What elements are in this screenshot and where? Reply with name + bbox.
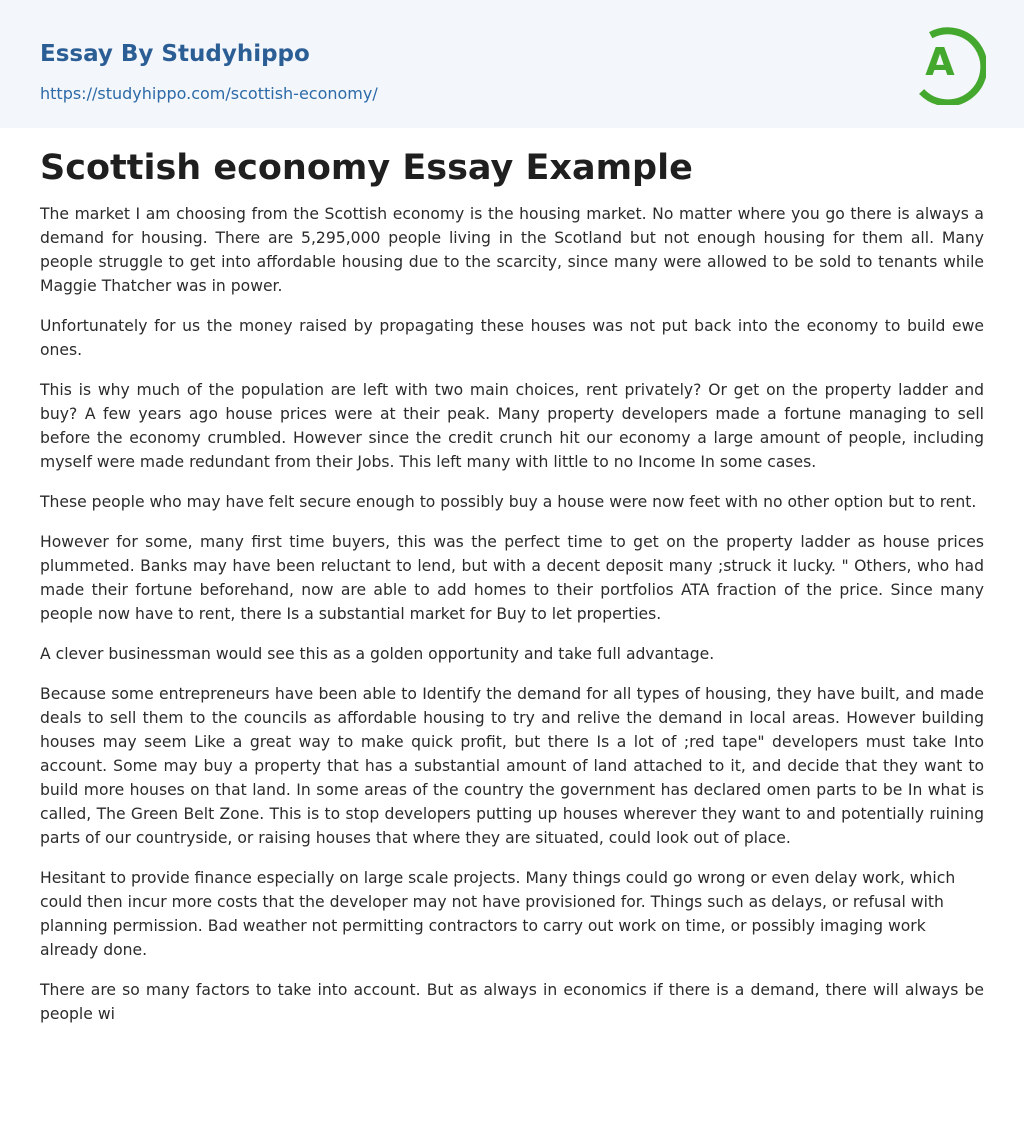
- essay-paragraph: This is why much of the population are left with two main choices, rent privately? Or get on the property ladder and buy? A few years ago house prices were at their peak. Many property developers made a fortune managing to sell before the economy crumbled. However since the credit crunch hit our economy a large amount of people, including myself were made redundant from their Jobs. This left many with little to no Income In some cases.: [40, 381, 984, 471]
- essay-paragraph: A clever businessman would see this as a golden opportunity and take full advantage.: [40, 645, 715, 663]
- brand-title[interactable]: Essay By Studyhippo: [40, 41, 310, 67]
- essay-paragraph: Hesitant to provide finance especially on large scale projects. Many things could go wrong or even delay work, which could then incur more costs that the developer may not have provisioned for. Things such as delays, or refusal with planning permission. Bad weather not permitting contractors to carry out work on time, or possibly imaging work already done.: [40, 869, 956, 959]
- page-header: [0, 0, 1024, 128]
- logo-letter: A: [925, 40, 955, 84]
- essay-paragraph: However for some, many first time buyers, this was the perfect time to get on the property ladder as house prices plummeted. Banks may have been reluctant to lend, but with a decent deposit many ;struck it lucky. " Others, who had made their fortune beforehand, now are able to add homes to their portfolios ATA fraction of the price. Since many people now have to rent, there Is a substantial market for Buy to let properties.: [40, 533, 984, 623]
- essay-title: Scottish economy Essay Example: [40, 148, 693, 188]
- source-url-link[interactable]: https://studyhippo.com/scottish-economy/: [40, 84, 378, 103]
- essay-paragraph: There are so many factors to take into account. But as always in economics if there is a demand, there will always be people wi: [40, 981, 984, 1023]
- essay-paragraph: The market I am choosing from the Scottish economy is the housing market. No matter where you go there is always a demand for housing. There are 5,295,000 people living in the Scotland but not enough housing for them all. Many people struggle to get into affordable housing due to the scarcity, since many were allowed to be sold to tenants while Maggie Thatcher was in power.: [40, 205, 984, 295]
- studyhippo-logo-icon[interactable]: [914, 19, 986, 105]
- essay-paragraph: Unfortunately for us the money raised by propagating these houses was not put back into the economy to build ewe ones.: [40, 317, 984, 359]
- essay-paragraph: These people who may have felt secure enough to possibly buy a house were now feet with no other option but to rent.: [40, 493, 977, 511]
- essay-content: [0, 128, 1024, 1026]
- essay-paragraph: Because some entrepreneurs have been able to Identify the demand for all types of housing, they have built, and made deals to sell them to the councils as affordable housing to try and relive the demand in local areas. However building houses may seem Like a great way to make quick profit, but there Is a lot of ;red tape" developers must take Into account. Some may buy a property that has a substantial amount of land attached to it, and decide that they want to build more houses on that land. In some areas of the country the government has declared omen parts to be In what is called, The Green Belt Zone. This is to stop developers putting up houses wherever they want to and potentially ruining parts of our countryside, or raising houses that where they are situated, could look out of place.: [40, 685, 984, 847]
